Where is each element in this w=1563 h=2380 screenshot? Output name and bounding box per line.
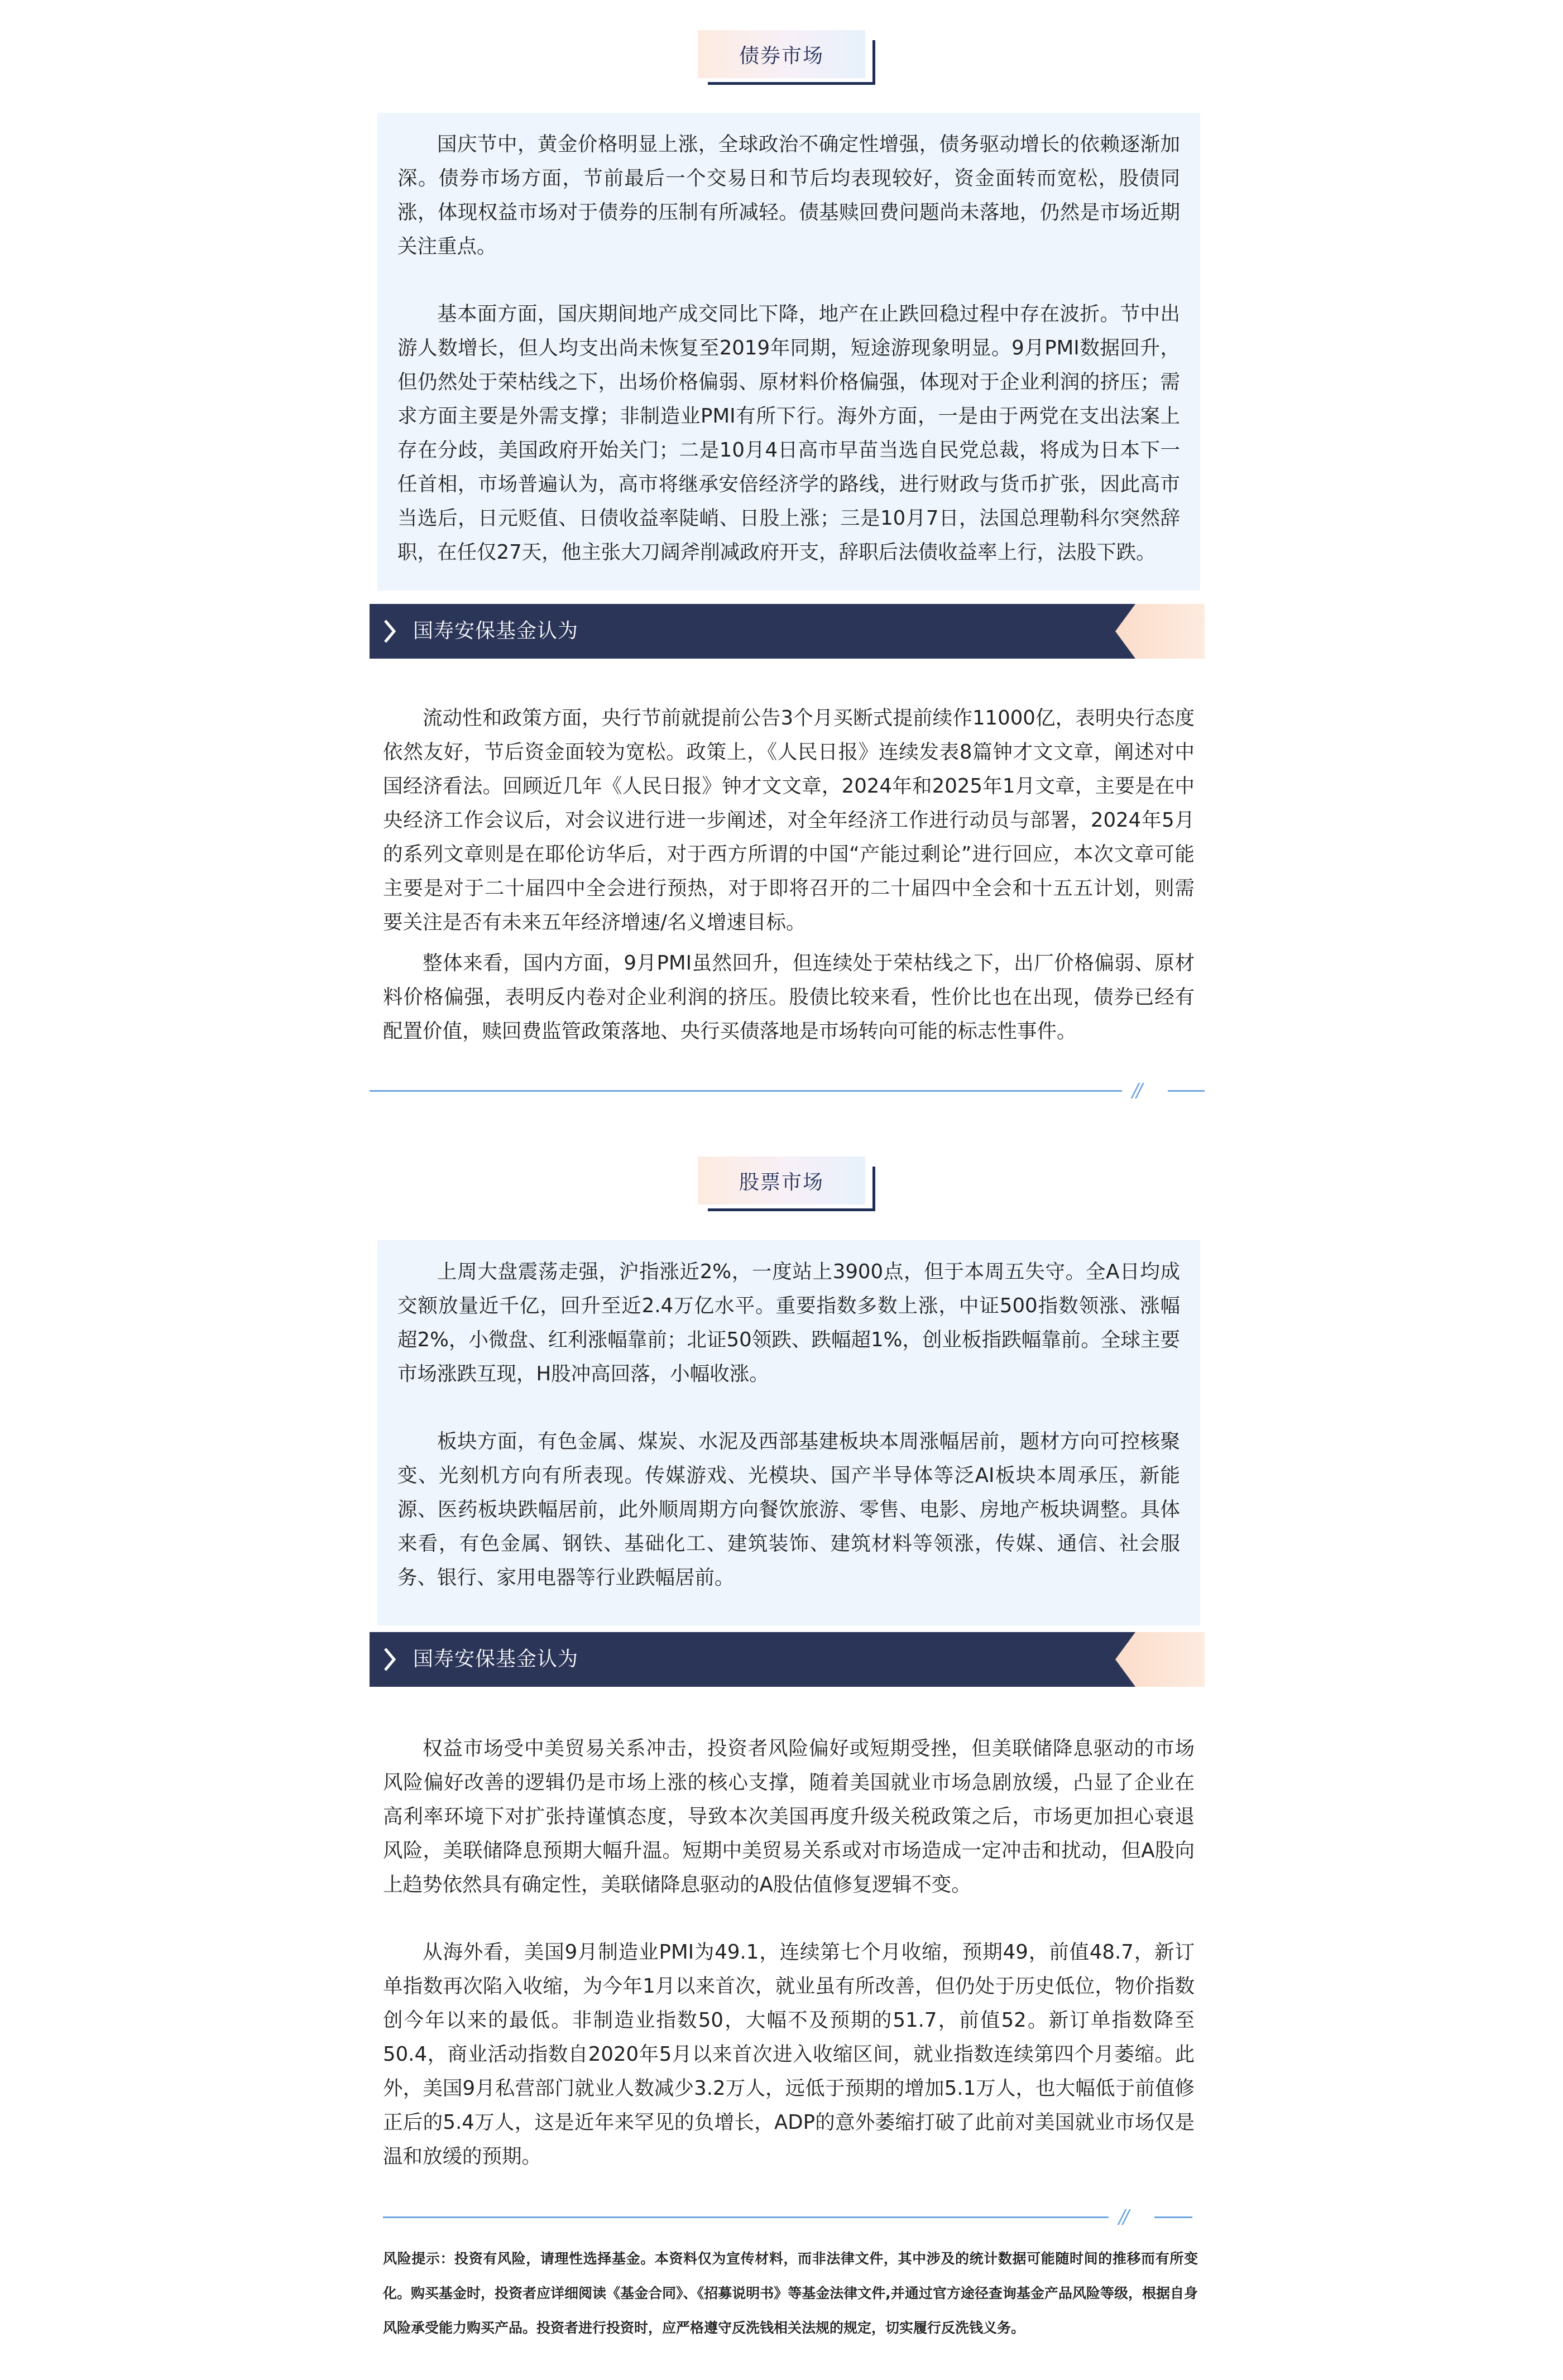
banner-accent [1115, 1632, 1205, 1687]
stock-section-heading [698, 1157, 876, 1212]
bond-paragraph-2: 基本面方面，国庆期间地产成交同比下降，地产在止跌回稳过程中存在波折。节中出游人数增长，但人均支出尚未恢复至2019年同期，短途游现象明显。9月PMI数据回升，但仍然处于荣枯线之下，出场价格偏弱、原材料价格偏强，体现对于企业利润的挤压；需求方面主要是外需支撑；非制造业PMI有所下行。海外方面，一是由于两党在支出法案上存在分歧，美国政府开始关门；二是10月4日高市早苗当选自民党总裁，将成为日本下一任首相，市场普遍认为，高市将继承安倍经济学的路线，进行财政与货币扩张，因此高市当选后，日元贬值、日债收益率陡峭、日股上涨；三是10月7日，法国总理勒科尔突然辞职，在任仅27天，他主张大刀阔斧削减政府开支，辞职后法债收益率上行，法股下跌。 [397, 303, 1180, 564]
bond-view-paragraph-1: 流动性和政策方面，央行节前就提前公告3个月买断式提前续作11000亿，表明央行态度依然友好，节后资金面较为宽松。政策上，《人民日报》连续发表8篇钟才文文章，阐述对中国经济看法。回顾近几年《人民日报》钟才文文章，2024年和2025年1月文章，主要是在中央经济工作会议后，对会议进行进一步阐述，对全年经济工作进行动员与部署，2024年5月的系列文章则是在耶伦访华后，对于西方所谓的中国“产能过剩论”进行回应，本次文章可能主要是对于二十届四中全会进行预热，对于即将召开的二十届四中全会和十五五计划，则需要关注是否有未来五年经济增速/名义增速目标。 [383, 707, 1195, 934]
stock-summary-panel [377, 1240, 1200, 1625]
chevron-right-icon [383, 618, 396, 644]
divider-mark: // [1132, 1079, 1140, 1102]
chevron-right-icon [383, 1647, 396, 1672]
bond-summary-panel [377, 113, 1200, 591]
section-divider [370, 1079, 1205, 1102]
divider-mark: // [1119, 2206, 1127, 2228]
bond-section-title: 债券市场 [698, 30, 865, 78]
stock-paragraph-2: 板块方面，有色金属、煤炭、水泥及西部基建板块本周涨幅居前，题材方向可控核聚变、光刻机方向有所表现。传媒游戏、光模块、国产半导体等泛AI板块本周承压，新能源、医药板块跌幅居前，此外顺周期方向餐饮旅游、零售、电影、房地产板块调整。具体来看，有色金属、钢铁、基础化工、建筑装饰、建筑材料等领涨，传媒、通信、社会服务、银行、家用电器等行业跌幅居前。 [397, 1430, 1180, 1589]
stock-view-paragraph-1: 权益市场受中美贸易关系冲击，投资者风险偏好或短期受挫，但美联储降息驱动的市场风险偏好改善的逻辑仍是市场上涨的核心支撑，随着美国就业市场急剧放缓，凸显了企业在高利率环境下对扩张持谨慎态度，导致本次美国再度升级关税政策之后，市场更加担心衰退风险，美联储降息预期大幅升温。短期中美贸易关系或对市场造成一定冲击和扰动，但A股向上趋势依然具有确定性，美联储降息驱动的A股估值修复逻辑不变。 [383, 1737, 1195, 1896]
footer-divider [383, 2206, 1192, 2228]
banner-accent [1115, 604, 1205, 659]
bond-paragraph-1: 国庆节中，黄金价格明显上涨，全球政治不确定性增强，债务驱动增长的依赖逐渐加深。债券市场方面，节前最后一个交易日和节后均表现较好，资金面转而宽松，股债同涨，体现权益市场对于债券的压制有所减轻。债基赎回费问题尚未落地，仍然是市场近期关注重点。 [397, 133, 1180, 258]
bond-section-heading [698, 30, 876, 86]
stock-paragraph-1: 上周大盘震荡走强，沪指涨近2%，一度站上3900点，但于本周五失守。全A日均成交额放量近千亿，回升至近2.4万亿水平。重要指数多数上涨，中证500指数领涨、涨幅超2%，小微盘、红利涨幅靠前；北证50领跌、跌幅超1%，创业板指跌幅靠前。全球主要市场涨跌互现，H股冲高回落，小幅收涨。 [397, 1260, 1180, 1385]
bond-view-body [383, 701, 1195, 1048]
stock-view-banner [370, 1632, 1205, 1687]
risk-notice: 风险提示：投资有风险，请理性选择基金。本资料仅为宣传材料，而非法律文件，其中涉及的统计数据可能随时间的推移而有所变化。购买基金时，投资者应详细阅读《基金合同》、《招募说明书》等基金法律文件,并通过官方途径查询基金产品风险等级，根据自身风险承受能力购买产品。投资者进行投资时，应严格遵守反洗钱相关法规的规定，切实履行反洗钱义务。 [383, 2251, 1198, 2336]
stock-section-title: 股票市场 [698, 1157, 865, 1205]
stock-view-body [383, 1731, 1195, 2173]
bond-view-banner [370, 604, 1205, 659]
bond-view-paragraph-2: 整体来看，国内方面，9月PMI虽然回升，但连续处于荣枯线之下，出厂价格偏弱、原材料价格偏强，表明反内卷对企业利润的挤压。股债比较来看，性价比也在出现，债券已经有配置价值，赎回费监管政策落地、央行买债落地是市场转向可能的标志性事件。 [383, 952, 1195, 1043]
stock-banner-label: 国寿安保基金认为 [413, 1648, 579, 1671]
bond-banner-label: 国寿安保基金认为 [413, 620, 579, 642]
stock-view-paragraph-2: 从海外看，美国9月制造业PMI为49.1，连续第七个月收缩，预期49，前值48.7，新订单指数再次陷入收缩，为今年1月以来首次，就业虽有所改善，但仍处于历史低位，物价指数创今年以来的最低。非制造业指数50，大幅不及预期的51.7，前值52。新订单指数降至50.4，商业活动指数自2020年5月以来首次进入收缩区间，就业指数连续第四个月萎缩。此外，美国9月私营部门就业人数减少3.2万人，远低于预期的增加5.1万人，也大幅低于前值修正后的5.4万人，这是近年来罕见的负增长，ADP的意外萎缩打破了此前对美国就业市场仅是温和放缓的预期。 [383, 1941, 1195, 2168]
